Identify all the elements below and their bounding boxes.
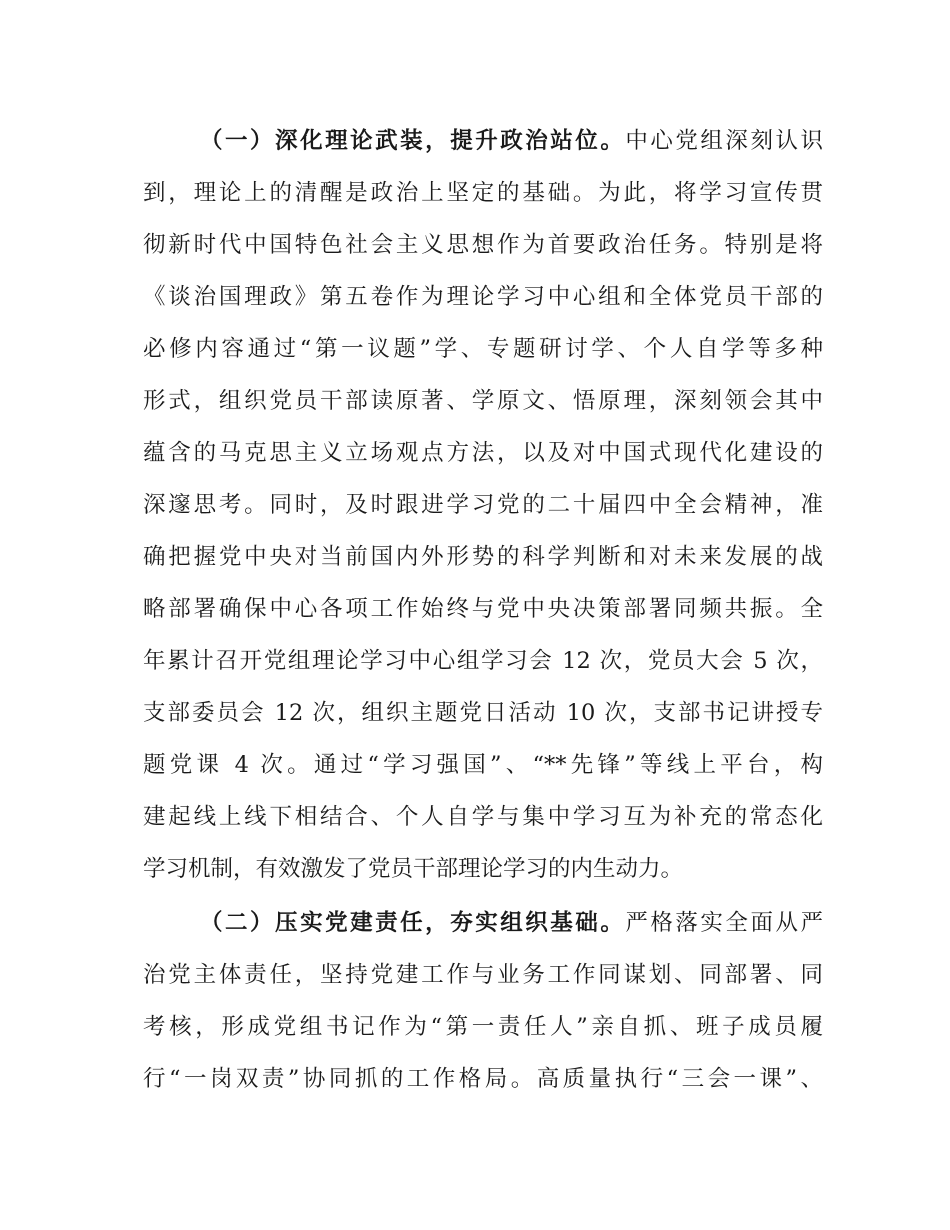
paragraph-line: 年累计召开党组理论学习中心组学习会 12 次，党员大会 5 次， [143,648,823,674]
paragraph-line: 治党主体责任，坚持党建工作与业务工作同谋划、同部署、同 [143,962,823,988]
paragraph-line: 支部委员会 12 次，组织主题党日活动 10 次，支部书记讲授专 [143,700,823,726]
section1-heading: （一）深化理论武装，提升政治站位。 [200,128,626,154]
section2-line-1 [200,906,823,940]
paragraph-line: 题党课 4 次。通过“学习强国”、“**先锋”等线上平台，构 [143,752,823,778]
paragraph-line: 形式，组织党员干部读原著、学原文、悟原理，深刻领会其中 [143,388,823,414]
paragraph-line: 必修内容通过“第一议题”学、专题研讨学、个人自学等多种 [143,336,823,362]
paragraph-line: 《谈治国理政》第五卷作为理论学习中心组和全体党员干部的 [143,284,823,310]
paragraph-line: 行“一岗双责”协同抓的工作格局。高质量执行“三会一课”、 [143,1066,823,1092]
paragraph-line: 深邃思考。同时，及时跟进学习党的二十届四中全会精神，准 [143,492,823,518]
paragraph-line: 蕴含的马克思主义立场观点方法，以及对中国式现代化建设的 [143,440,823,466]
paragraph-line: 建起线上线下相结合、个人自学与集中学习互为补充的常态化 [143,804,823,830]
section1-line-1 [200,124,823,158]
paragraph-line: 确把握党中央对当前国内外形势的科学判断和对未来发展的战 [143,544,823,570]
paragraph-line: 彻新时代中国特色社会主义思想作为首要政治任务。特别是将 [143,232,823,258]
section1-text-start: 中心党组深刻认识 [625,128,823,154]
paragraph-line: 到，理论上的清醒是政治上坚定的基础。为此，将学习宣传贯 [143,180,823,206]
section2-heading: （二）压实党建责任，夯实组织基础。 [200,910,626,936]
paragraph-line: 考核，形成党组书记作为“第一责任人”亲自抓、班子成员履 [143,1014,823,1040]
paragraph-line: 略部署确保中心各项工作始终与党中央决策部署同频共振。全 [143,596,823,622]
paragraph-line: 学习机制，有效激发了党员干部理论学习的内生动力。 [143,856,684,882]
section2-text-start: 严格落实全面从严 [625,910,823,936]
